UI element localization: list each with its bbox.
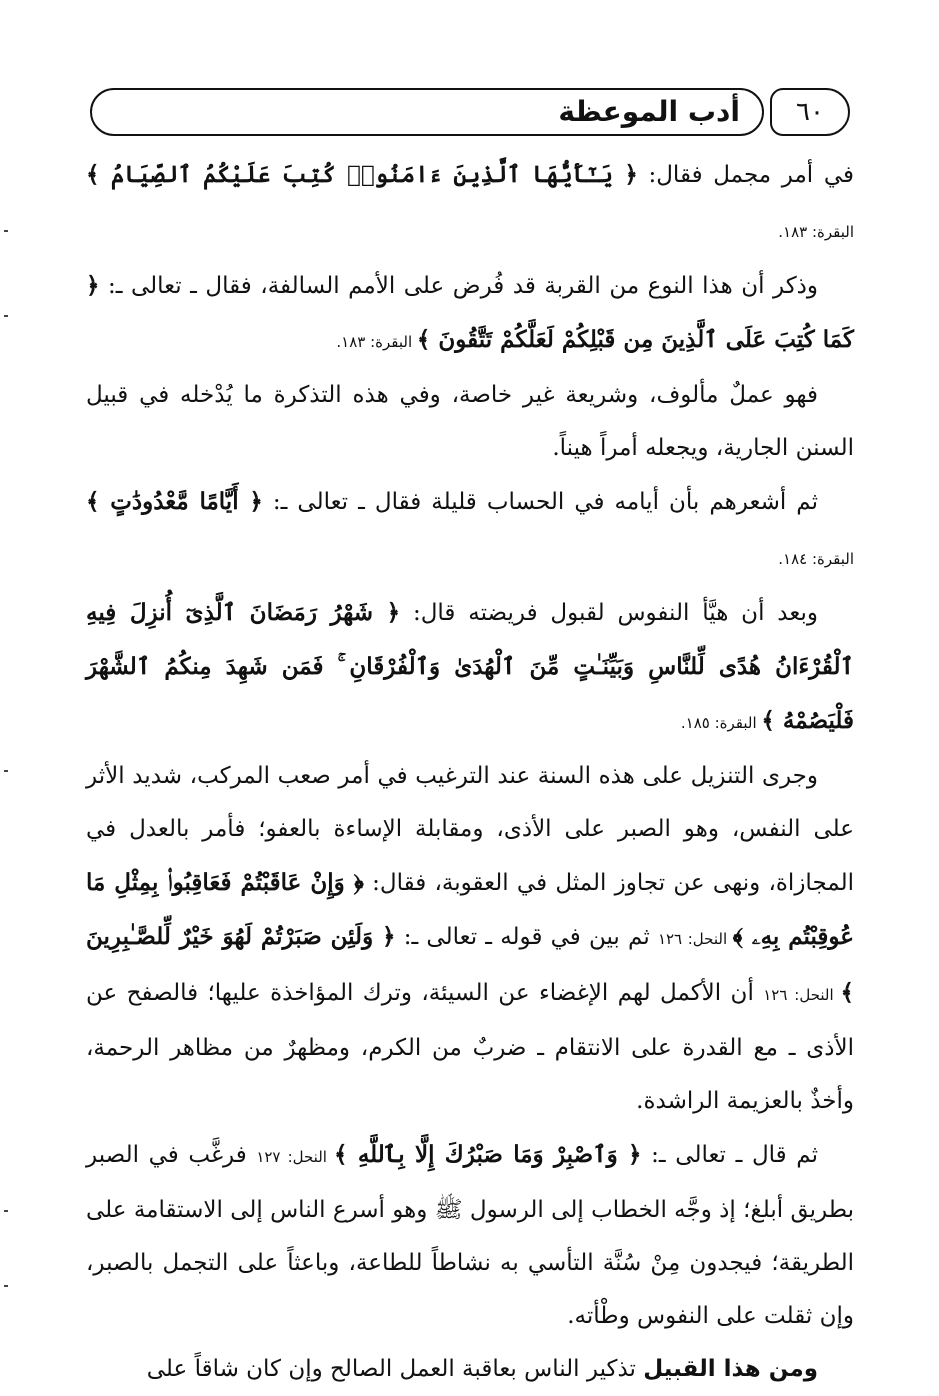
page-body bbox=[86, 148, 854, 1396]
quran-verse: ﴿ وَلَئِن صَبَرْتُمْ لَهُوَ خَيْرٌ لِّلصَّـٰبِرِينَ ﴾ bbox=[86, 923, 854, 1006]
verse-reference: البقرة: ١٨٣. bbox=[778, 223, 854, 241]
paragraph-text: فرغَّب في الصبر بطريق أبلغ؛ إذ وجَّه الخطاب إلى الرسول ﷺ وهو أسرع الناس إلى الاستقامة على الطريقة؛ فيجدون مِنْ سُنَّة التأسي به نشاطاً للطاعة، وباعثاً على التجمل بالصبر، وإن ثقلت على النفوس وطْأته. bbox=[86, 1142, 854, 1329]
scan-mark bbox=[4, 770, 8, 772]
lead-phrase: ومن هذا القبيل bbox=[643, 1356, 818, 1382]
quran-verse: ﴿ أَيَّامًا مَّعْدُودَٰتٍ ﴾ bbox=[86, 488, 263, 515]
paragraph bbox=[86, 1128, 854, 1343]
paragraph-text: تذكير الناس بعاقبة العمل الصالح وإن كان شاقاً على bbox=[146, 1356, 644, 1382]
paragraph-text: فهو عملٌ مألوف، وشريعة غير خاصة، وفي هذه التذكرة ما يُدْخله في قبيل السنن الجارية، ويجعله أمراً هيناً. bbox=[86, 382, 854, 461]
scan-mark bbox=[4, 230, 8, 232]
paragraph bbox=[86, 475, 854, 586]
verse-reference: النحل: ١٢٦ bbox=[657, 930, 733, 948]
paragraph bbox=[86, 369, 854, 475]
paragraph bbox=[86, 1343, 854, 1396]
paragraph bbox=[86, 148, 854, 259]
verse-reference: البقرة: ١٨٣. bbox=[336, 333, 417, 351]
quran-verse: ﴿ كَمَا كُتِبَ عَلَى ٱلَّذِينَ مِن قَبْلِكُمْ لَعَلَّكُمْ تَتَّقُونَ ﴾ bbox=[86, 272, 854, 353]
paragraph bbox=[86, 586, 854, 750]
paragraph-text: ثم أشعرهم بأن أيامه في الحساب قليلة فقال ـ تعالى ـ: bbox=[262, 489, 819, 515]
quran-verse: ﴿ وَٱصْبِرْ وَمَا صَبْرُكَ إِلَّا بِٱللَّهِ ﴾ bbox=[334, 1141, 642, 1168]
paragraph bbox=[86, 259, 854, 369]
verse-reference: النحل: ١٢٧ bbox=[256, 1148, 335, 1166]
verse-reference: البقرة: ١٨٤. bbox=[778, 550, 854, 568]
scan-mark bbox=[4, 1210, 8, 1212]
paragraph bbox=[86, 750, 854, 1128]
verse-reference: النحل: ١٢٦ bbox=[763, 986, 841, 1004]
paragraph-text: في أمر مجمل فقال: bbox=[637, 162, 854, 188]
running-title: أدب الموعظة bbox=[90, 88, 764, 136]
quran-verse: ﴿ وَإِنْ عَاقَبْتُمْ فَعَاقِبُوا۟ بِمِثْلِ مَا عُوقِبْتُم بِهِۦ ﴾ bbox=[86, 869, 855, 950]
page-header bbox=[90, 88, 850, 140]
scan-mark bbox=[4, 1285, 8, 1287]
scan-mark bbox=[4, 315, 8, 317]
quran-verse: ﴿ شَهْرُ رَمَضَانَ ٱلَّذِىٓ أُنزِلَ فِيهِ ٱلْقُرْءَانُ هُدًى لِّلنَّاسِ وَبَيِّنَـٰتٍ مِّنَ ٱلْهُدَىٰ وَٱلْفُرْقَانِ ۚ فَمَن شَهِدَ مِنكُمُ ٱلشَّهْرَ فَلْيَصُمْهُ ﴾ bbox=[86, 599, 854, 734]
paragraph-text: وذكر أن هذا النوع من القربة قد فُرض على الأمم السالفة، فقال ـ تعالى ـ: bbox=[99, 273, 818, 299]
quran-verse: ﴿ يَـٰٓأَيُّهَا ٱلَّذِينَ ءَامَنُوا۟ كُتِبَ عَلَيْكُمُ ٱلصِّيَامُ ﴾ bbox=[86, 161, 638, 188]
paragraph-text: وجرى التنزيل على هذه السنة عند الترغيب في أمر صعب المركب، شديد الأثر على النفس، وهو الصبر على الأذى، ومقابلة الإساءة بالعفو؛ فأمر بالعدل في المجازاة، ونهى عن تجاوز المثل في العقوبة، فقال: bbox=[86, 763, 854, 896]
paragraph-text: أن الأكمل لهم الإغضاء عن السيئة، وترك المؤاخذة عليها؛ فالصفح عن الأذى ـ مع القدرة على الانتقام ـ ضربٌ من الكرم، ومظهرٌ من مظاهر الرحمة، وأخذٌ بالعزيمة الراشدة. bbox=[86, 980, 854, 1114]
verse-reference: البقرة: ١٨٥. bbox=[680, 714, 762, 732]
paragraph-text: ثم قال ـ تعالى ـ: bbox=[641, 1142, 818, 1168]
paragraph-text: وبعد أن هيَّأ النفوس لقبول فريضته قال: bbox=[400, 600, 818, 626]
page-number: ٦٠ bbox=[770, 88, 850, 136]
paragraph-text: ثم بين في قوله ـ تعالى ـ: bbox=[395, 924, 658, 950]
